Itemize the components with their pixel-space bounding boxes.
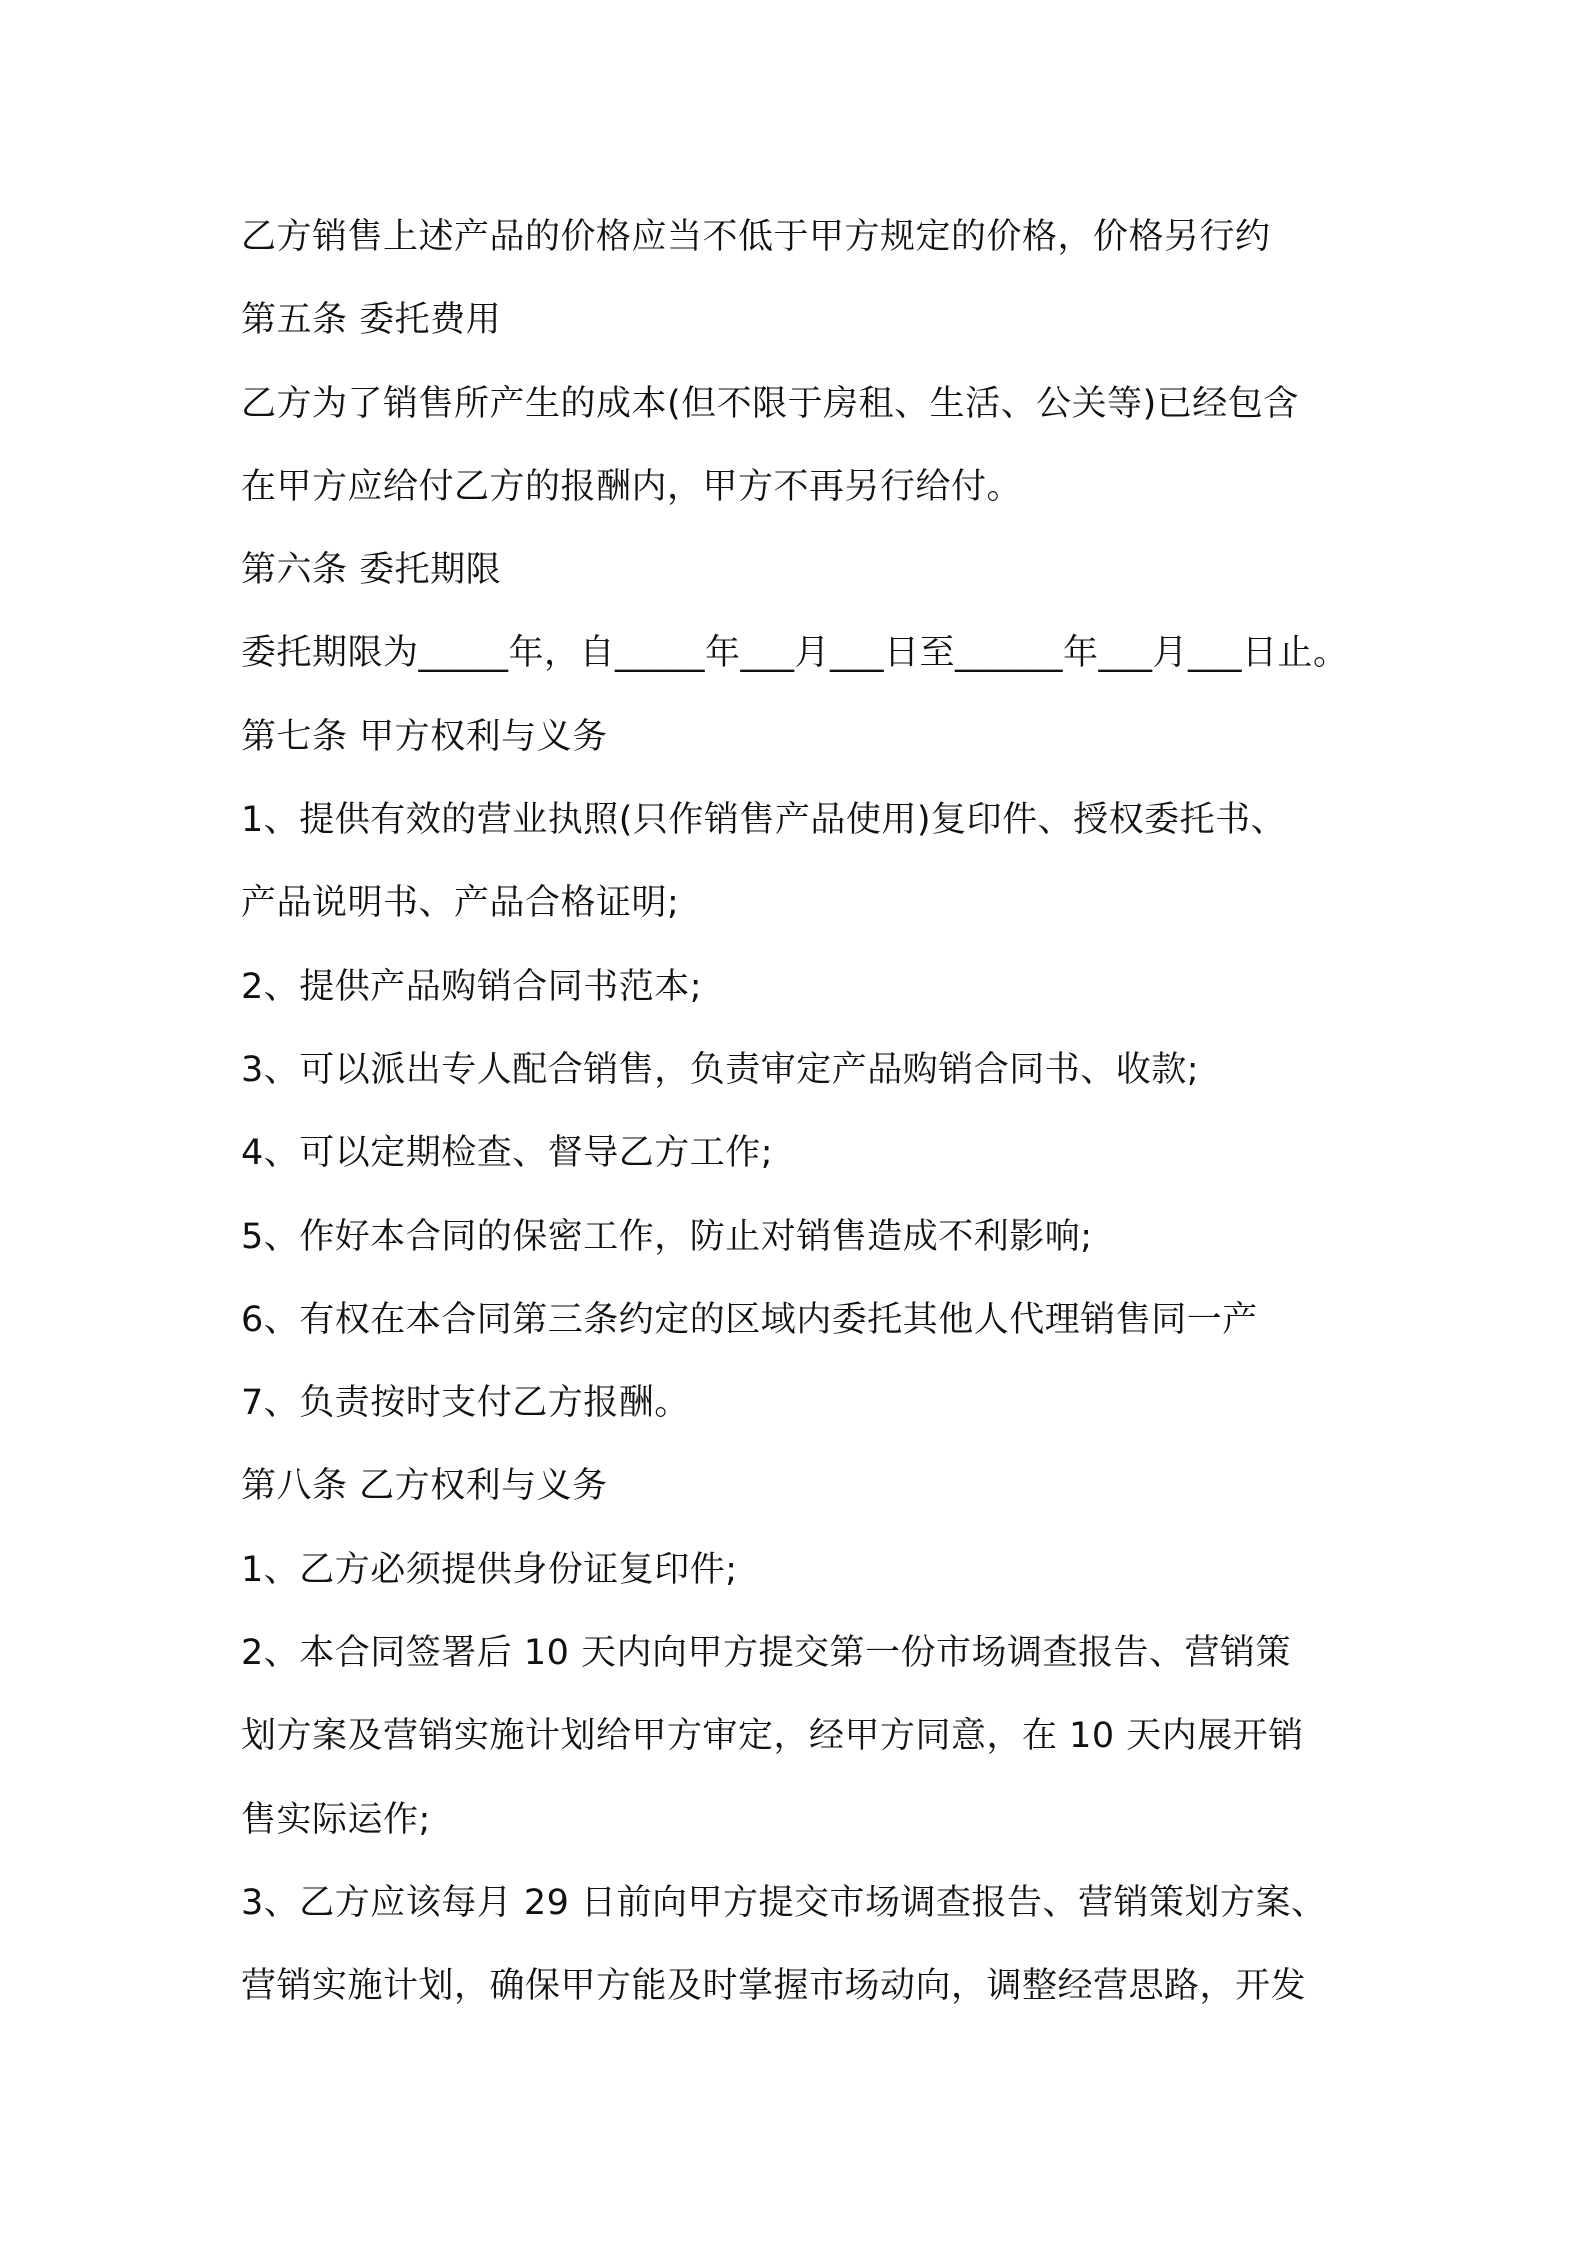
paragraph-line: 乙方为了销售所产生的成本(但不限于房租、生活、公关等)已经包含 (241, 383, 1299, 424)
paragraph-line: 委托期限为_____年，自_____年___月___日至______年___月___日止。 (241, 633, 1349, 674)
list-item-line: 3、乙方应该每月 29 日前向甲方提交市场调查报告、营销策划方案、 (241, 1882, 1327, 1923)
list-item-line: 2、本合同签署后 10 天内向甲方提交第一份市场调查报告、营销策 (241, 1633, 1292, 1674)
list-item-line: 3、可以派出专人配合销售，负责审定产品购销合同书、收款; (241, 1049, 1200, 1090)
paragraph-line: 乙方销售上述产品的价格应当不低于甲方规定的价格，价格另行约 (241, 217, 1271, 257)
list-item-line: 4、可以定期检查、督导乙方工作; (241, 1133, 774, 1174)
list-item-line: 售实际运作; (241, 1799, 431, 1840)
list-item-line: 划方案及营销实施计划给甲方审定，经甲方同意，在 10 天内展开销 (241, 1716, 1304, 1757)
section-heading-article-5: 第五条 委托费用 (241, 300, 502, 341)
section-heading-article-6: 第六条 委托期限 (241, 550, 502, 591)
section-heading-article-7: 第七条 甲方权利与义务 (241, 716, 608, 757)
list-item-line: 7、负责按时支付乙方报酬。 (241, 1383, 690, 1424)
list-item-line: 营销实施计划，确保甲方能及时掌握市场动向，调整经营思路，开发 (241, 1966, 1307, 2007)
list-item-line: 产品说明书、产品合格证明; (241, 883, 680, 924)
document-body (241, 196, 1381, 2029)
list-item-line: 1、乙方必须提供身份证复印件; (241, 1549, 738, 1590)
list-item-line: 2、提供产品购销合同书范本; (241, 966, 703, 1007)
list-item-line: 6、有权在本合同第三条约定的区域内委托其他人代理销售同一产 (241, 1299, 1258, 1340)
section-heading-article-8: 第八条 乙方权利与义务 (241, 1466, 608, 1507)
list-item-line: 5、作好本合同的保密工作，防止对销售造成不利影响; (241, 1216, 1093, 1257)
list-item-line: 1、提供有效的营业执照(只作销售产品使用)复印件、授权委托书、 (241, 800, 1287, 841)
paragraph-line: 在甲方应给付乙方的报酬内，甲方不再另行给付。 (241, 466, 1023, 507)
